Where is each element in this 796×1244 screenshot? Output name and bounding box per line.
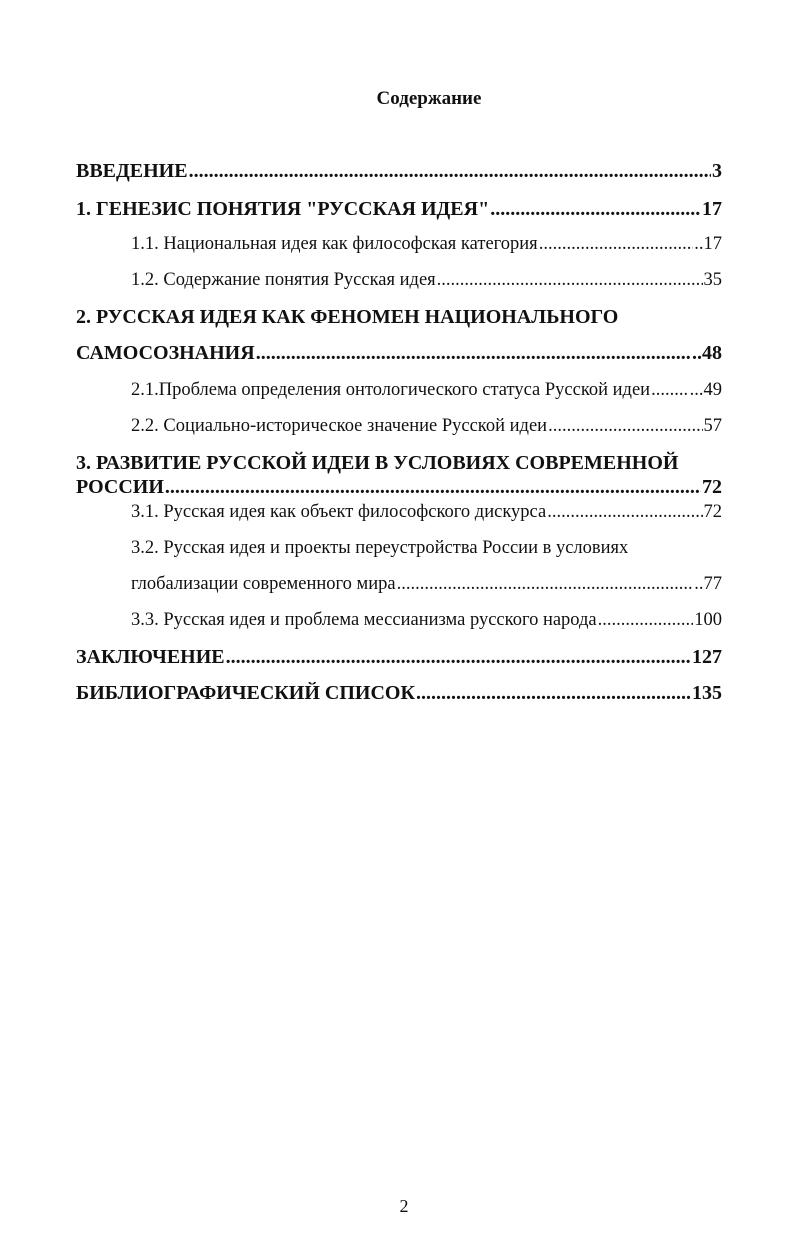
toc-entry-section-2-1[interactable]: [131, 380, 722, 401]
toc-page-number: 100: [694, 610, 722, 630]
toc-page-number: ..17: [694, 234, 722, 254]
dot-leader: [548, 416, 702, 437]
toc-page-number: 72: [703, 502, 722, 522]
dot-leader: [226, 646, 691, 669]
toc-entry-text: 2.2. Социально-историческое значение Русской идеи: [131, 416, 548, 436]
page-title: Содержание: [376, 88, 482, 109]
toc-entry-text: 1. ГЕНЕЗИС ПОНЯТИЯ "РУССКАЯ ИДЕЯ": [76, 198, 490, 220]
toc-page-number: 35: [703, 270, 722, 290]
toc-entry-chapter-3[interactable]: [76, 476, 722, 499]
toc-entry-chapter-1[interactable]: [76, 198, 722, 221]
toc-chapter-2-heading-line[interactable]: 2. РУССКАЯ ИДЕЯ КАК ФЕНОМЕН НАЦИОНАЛЬНОГО: [76, 306, 619, 328]
page-number: 2: [399, 1196, 409, 1216]
toc-entry-section-3-2[interactable]: [131, 574, 722, 595]
toc-entry-section-3-3[interactable]: [131, 610, 722, 631]
dot-leader: [256, 342, 691, 365]
toc-entry-text: глобализации современного мира: [131, 574, 396, 594]
dot-leader: [598, 610, 694, 631]
toc-page-number: 3: [712, 160, 722, 182]
dot-leader: [651, 380, 689, 401]
toc-entry-bibliography[interactable]: [76, 682, 722, 705]
toc-entry-text: РОССИИ: [76, 476, 164, 498]
toc-page-number: 127: [692, 646, 722, 668]
dot-leader: [416, 682, 691, 705]
toc-page-number: ..77: [694, 574, 722, 594]
dot-leader: [397, 574, 694, 595]
dot-leader: [189, 160, 711, 183]
toc-section-3-2-first-line[interactable]: 3.2. Русская идея и проекты переустройства России в условиях: [131, 538, 629, 558]
toc-entry-section-1-2[interactable]: [131, 270, 722, 291]
toc-entry-text: ВВЕДЕНИЕ: [76, 160, 188, 182]
dot-leader: [547, 502, 702, 523]
toc-entry-chapter-2[interactable]: [76, 342, 722, 365]
dot-leader: [437, 270, 703, 291]
toc-page-number: 57: [703, 416, 722, 436]
toc-entry-text: 1.1. Национальная идея как философская категория: [131, 234, 538, 254]
toc-entry-text: 1.2. Содержание понятия Русская идея: [131, 270, 436, 290]
toc-entry-text: САМОСОЗНАНИЯ: [76, 342, 255, 364]
dot-leader: [490, 198, 701, 221]
toc-entry-conclusion[interactable]: [76, 646, 722, 669]
toc-entry-section-2-2[interactable]: [131, 416, 722, 437]
dot-leader: [165, 476, 701, 499]
toc-entry-text: ЗАКЛЮЧЕНИЕ: [76, 646, 225, 668]
toc-entry-text: БИБЛИОГРАФИЧЕСКИЙ СПИСОК: [76, 682, 415, 704]
toc-entry-text: 3.1. Русская идея как объект философского дискурса: [131, 502, 547, 522]
toc-page-number: 17: [702, 198, 722, 220]
toc-page-number: ..48: [692, 342, 722, 364]
toc-page-number: 72: [702, 476, 722, 498]
toc-entry-text: 3.3. Русская идея и проблема мессианизма русского народа: [131, 610, 597, 630]
toc-entry-text: 2.1.Проблема определения онтологического статуса Русской идеи: [131, 380, 651, 400]
toc-page-number: ...49: [689, 380, 722, 400]
toc-entry-section-3-1[interactable]: [131, 502, 722, 523]
toc-page-number: 135: [692, 682, 722, 704]
toc-entry-section-1-1[interactable]: [131, 234, 722, 255]
toc-chapter-3-heading-line[interactable]: 3. РАЗВИТИЕ РУССКОЙ ИДЕИ В УСЛОВИЯХ СОВРЕМЕННОЙ: [76, 452, 679, 474]
dot-leader: [539, 234, 694, 255]
toc-entry-introduction[interactable]: [76, 160, 722, 183]
